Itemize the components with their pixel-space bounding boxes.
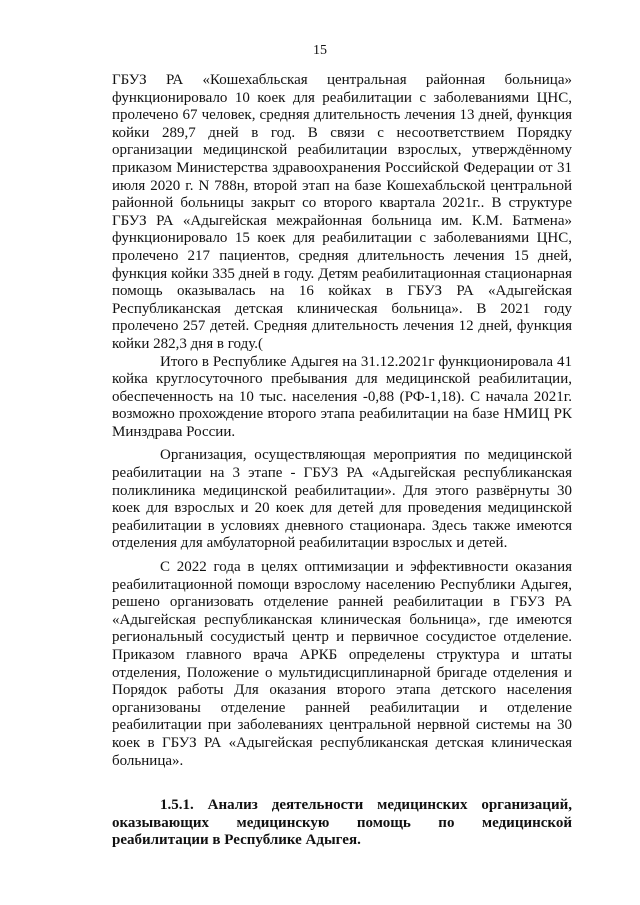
- paragraph-total-beds: Итого в Республике Адыгея на 31.12.2021г функционировала 41 койка круглосуточного пребывания для медицинской реабилитации, обеспеченность на 10 тыс. населения -0,88 (РФ-1,18). С начала 2021г. возможно прохождение второго этапа реабилитации на базе НМИЦ РК Минздрава России.: [112, 353, 572, 440]
- section-heading: 1.5.1. Анализ деятельности медицинских организаций, оказывающих медицинскую помощь по медицинской реабилитации в Республике Адыгея.: [112, 797, 572, 849]
- paragraph-early-rehab: С 2022 года в целях оптимизации и эффективности оказания реабилитационной помощи взрослому населению Республики Адыгея, решено организовать отделение ранней реабилитации в ГБУЗ РА «Адыгейская республиканская клиническая больница», где имеются региональный сосудистый центр и первичное сосудистое отделение. Приказом главного врача АРКБ определены структура и штаты отделения, Положение о мультидисциплинарной бригаде отделения и Порядок работы Для оказания второго этапа детского населения организованы отделение ранней реабилитации и отделение реабилитации при заболеваниях центральной нервной системы на 30 коек в ГБУЗ РА «Адыгейская республиканская детская клиническая больница».: [112, 559, 572, 769]
- paragraph-stage-three: Организация, осуществляющая мероприятия по медицинской реабилитации на 3 этапе - ГБУЗ РА «Адыгейская республиканская поликлиника медицинской реабилитации». Для этого развёрнуты 30 коек для взрослых и 20 коек для детей для проведения медицинской реабилитации в условиях дневного стационара. Здесь также имеются отделения для амбулаторной реабилитации взрослых и детей.: [112, 447, 572, 552]
- page-number: 15: [313, 43, 327, 58]
- paragraph-kosh-hospital: ГБУЗ РА «Кошехабльская центральная районная больница» функционировало 10 коек для реабилитации с заболеваниями ЦНС, пролечено 67 человек, средняя длительность лечения 13 дней, функция койки 289,7 дней в год. В связи с несоответствием Порядку организации медицинской реабилитации взрослых, утверждённому приказом Министерства здравоохранения Российской Федерации от 31 июля 2020 г. N 788н, второй этап на базе Кошехабльской центральной районной больницы закрыт со второго квартала 2021г.. В структуре ГБУЗ РА «Адыгейская межрайонная больница им. К.М. Батмена» функционировало 15 коек для реабилитации с заболеваниями ЦНС, пролечено 217 пациентов, средняя длительность лечения 15 дней, функция койки 335 дней в году. Детям реабилитационная стационарная помощь оказывалась на 16 койках в ГБУЗ РА «Адыгейская Республиканская детская клиническая больница». В 2021 году пролечено 257 детей. Средняя длительность лечения 12 дней, функция койки 282,3 дня в году.(: [112, 72, 572, 352]
- document-body: [112, 72, 572, 850]
